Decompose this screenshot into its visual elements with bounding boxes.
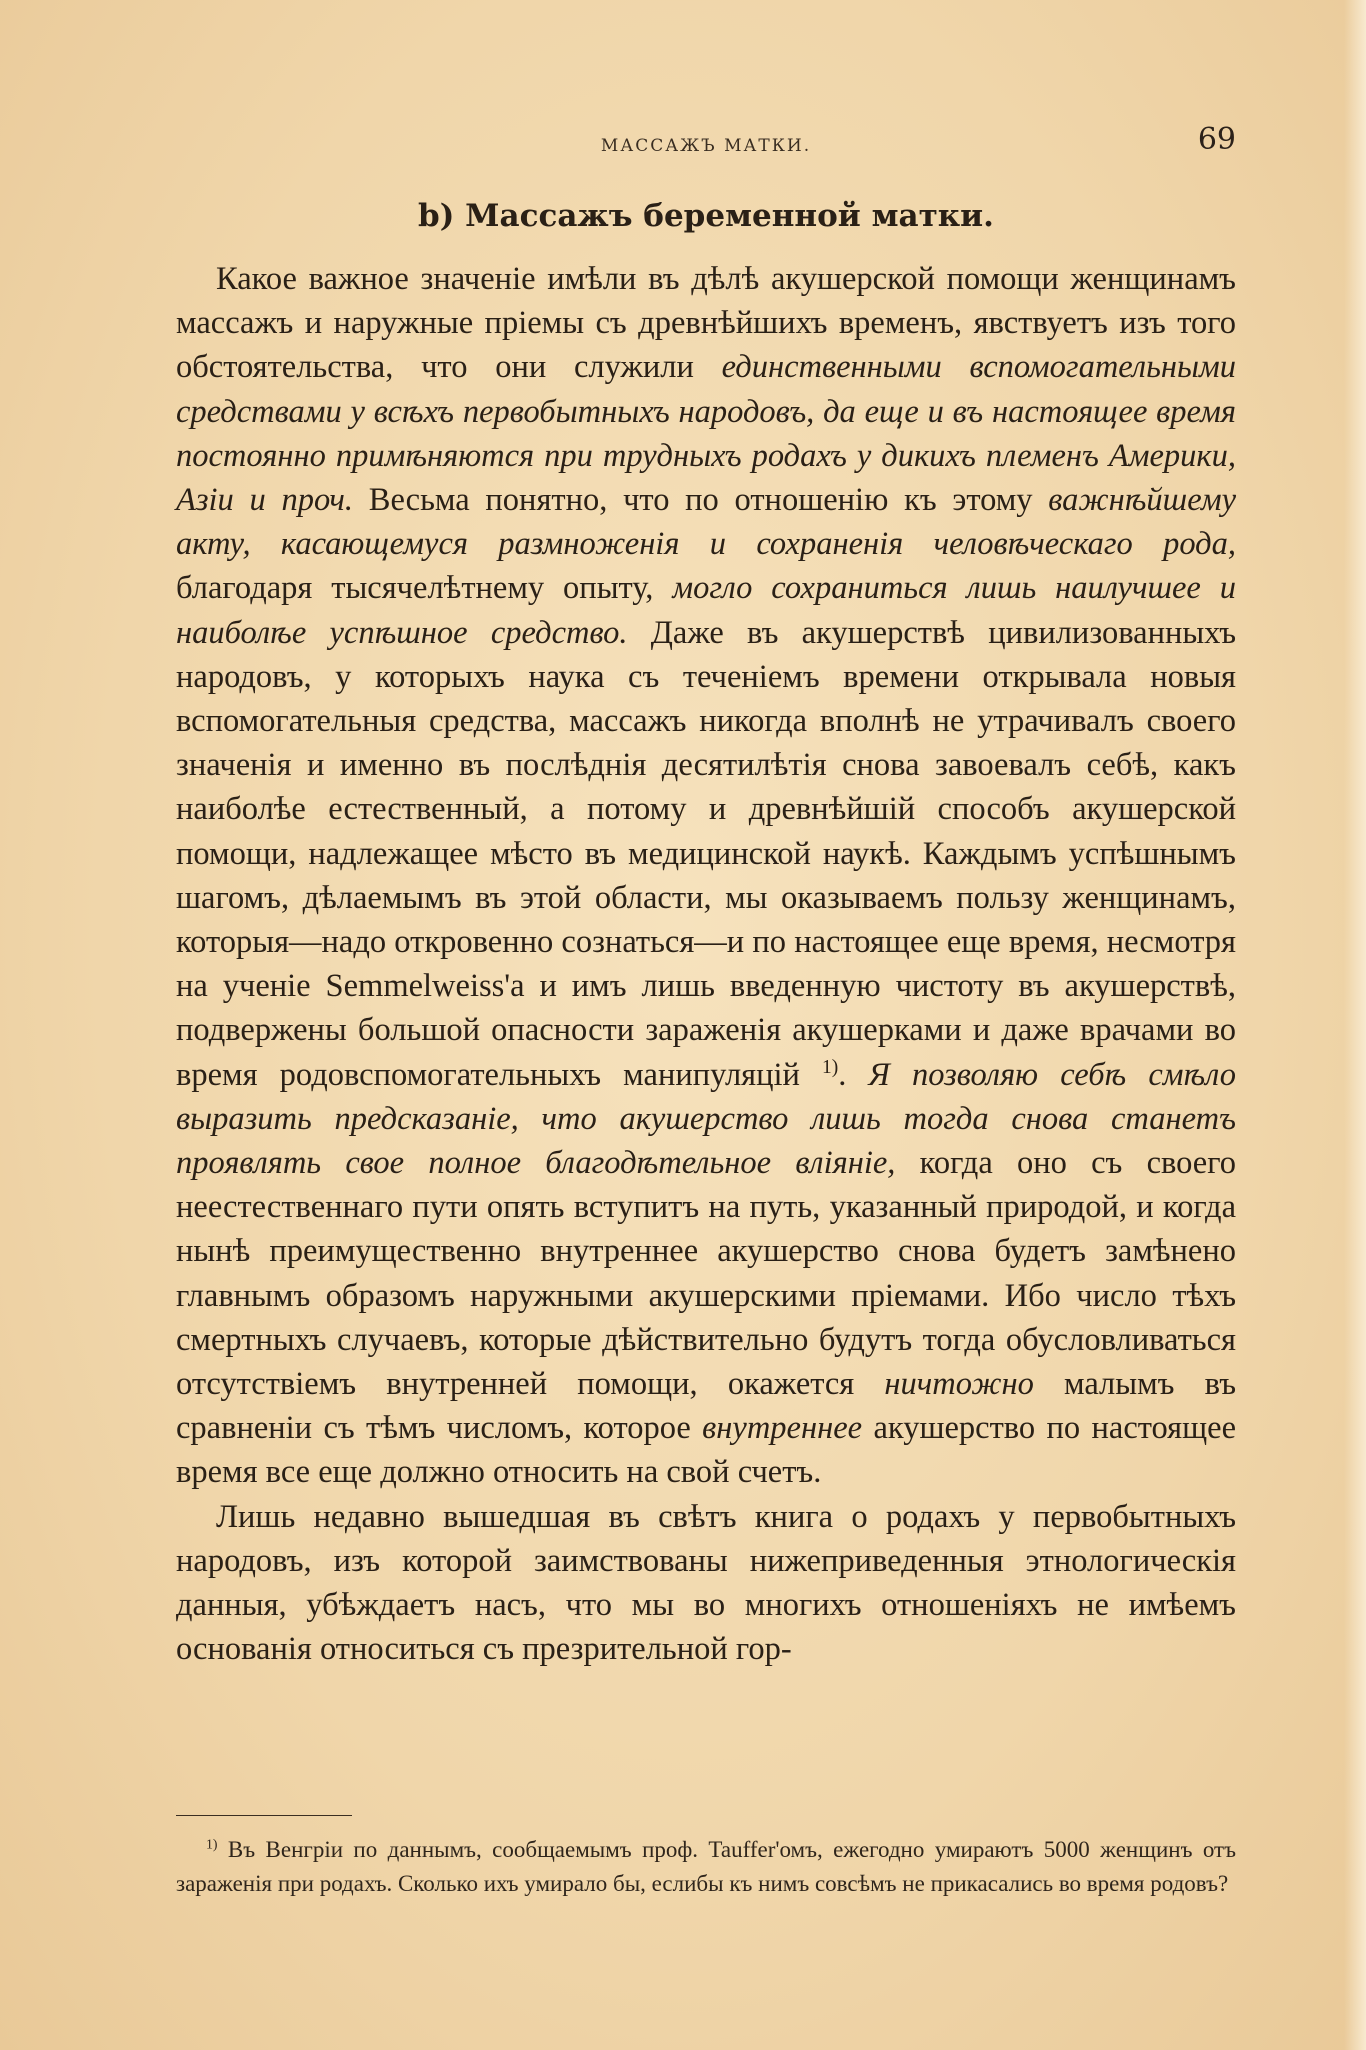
running-head xyxy=(176,122,1236,172)
text-run: Лишь недавно вышедшая въ свѣтъ книга о родахъ у первобытныхъ народовъ, изъ которой заимствованы нижеприведенныя этнологическiя данныя, убѣждаетъ насъ, что мы во многихъ отношенiяхъ не имѣемъ основанiя относиться съ презрительной гор- xyxy=(176,1498,1236,1668)
paragraph-2 xyxy=(176,1495,1236,1672)
page-number: 69 xyxy=(1197,122,1236,157)
body-text xyxy=(176,257,1236,1672)
page-edge xyxy=(1344,0,1366,2050)
emphasis-text: ничтожно xyxy=(884,1366,1034,1403)
section-title: b) Массажъ беременной матки. xyxy=(418,198,994,234)
text-run: . xyxy=(838,1056,869,1093)
footnote-marker: 1) xyxy=(206,1836,218,1852)
text-run: Въ Венгрiи по даннымъ, сообщаемымъ проф. Tauffer'омъ, ежегодно умираютъ 5000 женщинъ отъ зараженiя при родахъ. Сколько ихъ умирало бы, еслибы къ нимъ совсѣмъ не прикасались во время родовъ? xyxy=(176,1837,1236,1896)
running-title: МАССАЖЪ МАТКИ. xyxy=(600,136,812,156)
text-run: малымъ въ сравненiи съ тѣмъ числомъ, которое xyxy=(176,1366,1236,1447)
text-run: Какое важное значенiе имѣли въ дѣлѣ акушерской помощи женщинамъ массажъ и наружные прiемы съ древнѣйшихъ временъ, явствуетъ изъ того обстоятельства, что они служили xyxy=(176,261,1236,386)
paragraph-1 xyxy=(176,257,1236,1495)
footnote-divider xyxy=(176,1815,352,1816)
emphasis-text: Я позволяю себѣ смѣло выразить предсказанiе, что акушерство лишь тогда снова станетъ проявлять свое полное благодѣтельное влiянiе, xyxy=(176,1056,1237,1182)
text-run: акушерство по настоящее время все еще должно относить на свой счетъ. xyxy=(176,1410,1236,1491)
text-run: Даже въ акушерствѣ цивилизованныхъ народовъ, у которыхъ наука съ теченiемъ времени открывала новыя вспомогательныя средства, массажъ никогда вполнѣ не утрачивалъ своего значенiя и именно въ послѣднiя десятилѣтiя снова завоевалъ себѣ, какъ наиболѣе естественный, а потому и древнѣйшiй способъ акушерской помощи, надлежащее мѣсто въ медицинской наукѣ. Каждымъ успѣшнымъ шагомъ, дѣлаемымъ въ этой области, мы оказываемъ пользу женщинамъ, которыя—надо откровенно сознаться—и по настоящее еще время, несмотря на ученiе Semmelweiss'a и имъ лишь введенную чистоту въ акушерствѣ, подвержены большой опасности зараженiя акушерками и даже врачами во время родовспомогательныхъ манипуляцiй xyxy=(176,614,1237,1093)
emphasis-text: могло сохраниться лишь наилучшее и наиболѣе успѣшное средство. xyxy=(176,570,1236,651)
footnote-marker: 1) xyxy=(822,1056,839,1078)
footnotes xyxy=(176,1833,1236,1901)
text-run: когда оно съ своего неестественнаго пути опять вступитъ на путь, указанный природой, и когда нынѣ преимущественно внутреннее акушерство снова будетъ замѣнено главнымъ образомъ наружными акушерскими прiемами. Ибо число тѣхъ смертныхъ случаевъ, которые дѣйствительно будутъ тогда обусловливаться отсутствiемъ внутренней помощи, окажется xyxy=(176,1145,1236,1403)
emphasis-text: внутреннее xyxy=(702,1410,863,1447)
footnote-1 xyxy=(176,1833,1236,1901)
emphasis-text: единственными вспомогательными средствами у всѣхъ первобытныхъ народовъ, да еще и въ настоящее время постоянно примѣняются при трудныхъ родахъ у дикихъ племенъ Америки, Азiи и проч. xyxy=(176,349,1236,519)
emphasis-text: важнѣйшему акту, касающемуся размноженiя и сохраненiя человѣческаго рода, xyxy=(176,482,1236,563)
text-run: благодаря тысячелѣтнему опыту, xyxy=(176,570,673,607)
text-run: Весьма понятно, что по отношенiю къ этому xyxy=(353,482,1049,519)
